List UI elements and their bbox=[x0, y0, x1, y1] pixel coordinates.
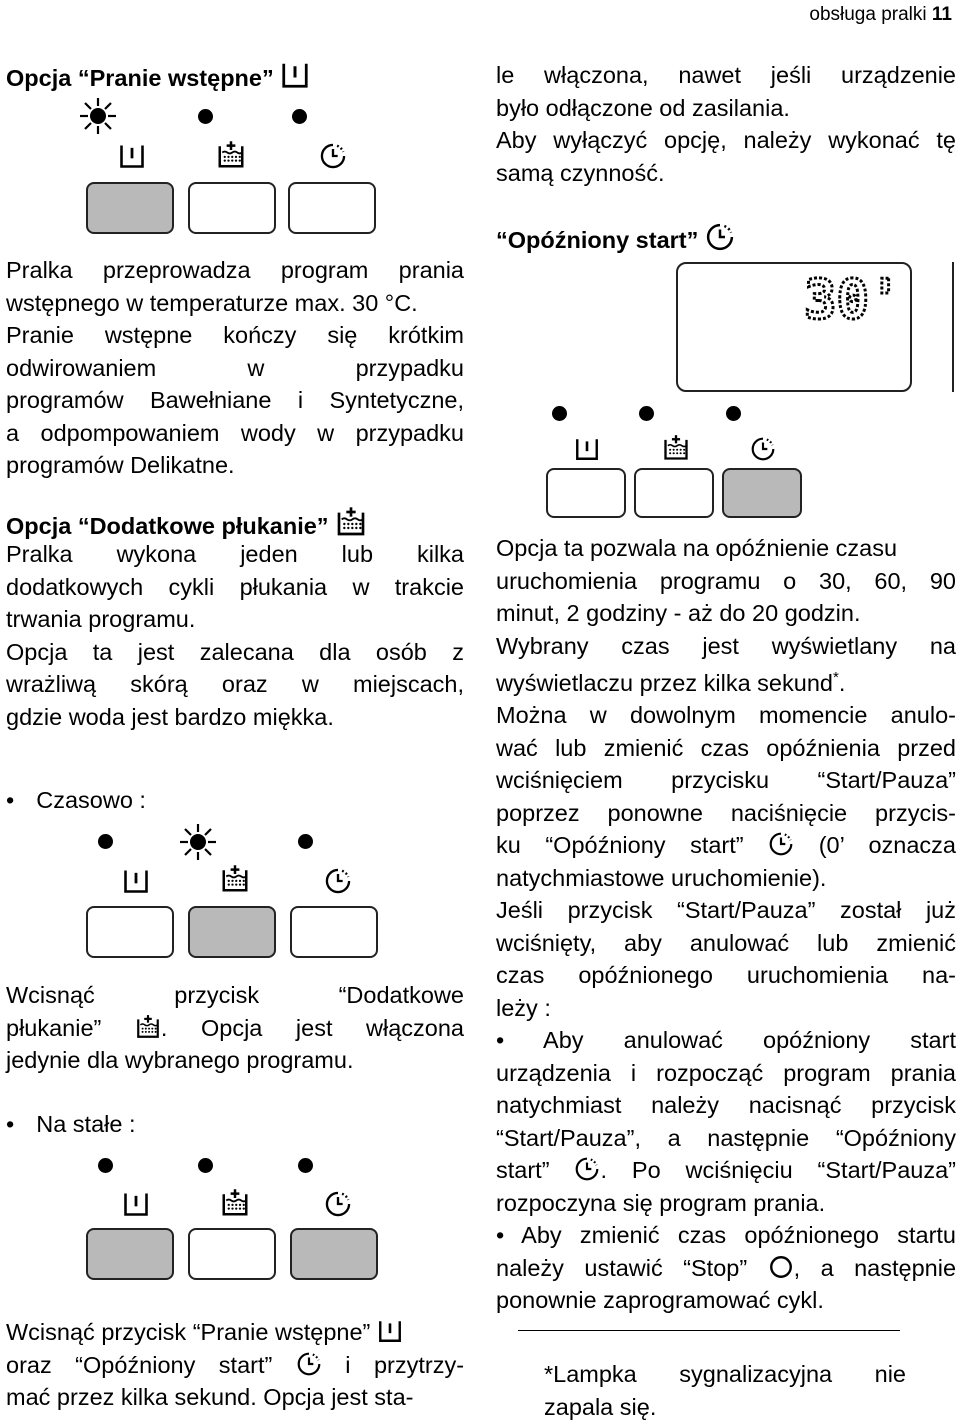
prewash-icon bbox=[574, 436, 600, 462]
delay-clock-icon bbox=[296, 1351, 322, 1377]
indicator-dot bbox=[198, 1158, 213, 1173]
delay-start-button[interactable] bbox=[290, 906, 378, 958]
page-header bbox=[809, 4, 952, 26]
prewash-button[interactable] bbox=[546, 468, 626, 518]
indicator-dot bbox=[726, 406, 741, 421]
extra-rinse-icon bbox=[135, 1014, 161, 1040]
indicator-dot bbox=[292, 109, 307, 124]
extra-rinse-icon bbox=[216, 140, 246, 170]
delay-heading: “Opóźniony start” bbox=[496, 222, 735, 256]
extra-rinse-button[interactable] bbox=[188, 906, 276, 958]
delay-clock-icon bbox=[768, 831, 794, 857]
prewash-icon bbox=[280, 60, 310, 90]
extra-rinse-button[interactable] bbox=[188, 1228, 276, 1280]
delay-clock-icon bbox=[324, 1190, 352, 1218]
extra-rinse-icon bbox=[220, 1188, 250, 1218]
indicator-dot bbox=[98, 1158, 113, 1173]
continued-text: le włączona, nawet jeśli urządzenie było odłączone od zasilania. Aby wyłączyć opcję, należy wykonać tę samą czynność. bbox=[496, 62, 956, 186]
delay-start-button[interactable] bbox=[288, 182, 376, 234]
svg-text:30': 30' bbox=[804, 272, 902, 328]
prewash-button[interactable] bbox=[86, 906, 174, 958]
prewash-button[interactable] bbox=[86, 182, 174, 234]
permanent-option-label: • Na stałe : bbox=[6, 1111, 136, 1137]
indicator-light-on-icon bbox=[178, 822, 218, 862]
prewash-icon bbox=[377, 1318, 403, 1344]
extra-rinse-icon bbox=[662, 434, 690, 462]
indicator-dot bbox=[298, 1158, 313, 1173]
extra-rinse-description: Pralka wykona jeden lub kilka dodatkowych cykli płukania w trakcie trwania programu. Opcja ta jest zalecana dla osób z wrażliwą skórą oraz w miejscach, gdzie woda jest bardzo miękka. bbox=[6, 541, 464, 730]
indicator-dot bbox=[98, 834, 113, 849]
prewash-icon bbox=[122, 867, 150, 895]
delay-start-button[interactable] bbox=[722, 468, 802, 518]
delay-clock-icon bbox=[324, 867, 352, 895]
delay-description: Opcja ta pozwala na opóźnienie czasu uruchomienia programu o 30, 60, 90 minut, 2 godziny - aż do 20 godzin. Wybrany czas jest wyświetlany na wyświetlaczu przez kilka sekund*. Można w dowolnym momencie anulo- wać lub zmienić czas opóźnienia przed wciśnięciem przycisku “Start/Pauza” poprzez ponowne naciśnięcie przycis- ku “Opóźniony start” (0’ oznacza natychmiastowe uruchomienie). Jeśli przycisk “Start/Pauza” został już wciśnięty, aby anulować lub zmienić czas opóźnionego uruchomienia na- leży : • Aby anulować opóźniony start urządzenia i rozpocząć program prania natychmiast należy nacisnąć przycisk “Start/Pauza”, a następnie “Opóźniony start” . Po wciśnięciu “Start/Pauza” rozpoczyna się program prania. • Aby zmienić czas opóźnionego startu należy ustawić “Stop” , a następnie ponownie zaprogramować cykl. bbox=[496, 535, 957, 1314]
display-readout bbox=[804, 272, 908, 328]
stop-circle-icon bbox=[768, 1254, 794, 1280]
delay-clock-icon bbox=[574, 1156, 600, 1182]
prewash-icon bbox=[122, 1190, 150, 1218]
indicator-dot bbox=[298, 834, 313, 849]
temporary-option-description: Wcisnąć przycisk “Dodatkowe płukanie” . Opcja jest włączona jedynie dla wybranego programu. bbox=[6, 982, 465, 1073]
indicator-light-on-icon bbox=[78, 96, 118, 136]
prewash-description: Pralka przeprowadza program prania wstępnego w temperaturze max. 30 °C. Pranie wstępne kończy się krótkim odwirowaniem w przypadku programów Bawełniane i Syntetyczne, a odpompowaniem wody w przypadku programów Delikatne. bbox=[6, 257, 464, 478]
prewash-button[interactable] bbox=[86, 1228, 174, 1280]
prewash-icon bbox=[118, 142, 146, 170]
temporary-option-label: • Czasowo : bbox=[6, 787, 146, 813]
extra-rinse-icon bbox=[335, 506, 367, 538]
delay-clock-icon bbox=[750, 436, 776, 462]
delay-clock-icon bbox=[319, 142, 347, 170]
footnote: *Lampka sygnalizacyjna nie zapala się. bbox=[544, 1361, 906, 1420]
indicator-dot bbox=[552, 406, 567, 421]
extra-rinse-icon bbox=[220, 864, 250, 894]
extra-rinse-button[interactable] bbox=[188, 182, 276, 234]
extra-rinse-button[interactable] bbox=[634, 468, 714, 518]
section-title: obsługa pralki bbox=[809, 4, 927, 25]
indicator-dot bbox=[198, 109, 213, 124]
indicator-dot bbox=[639, 406, 654, 421]
lcd-display bbox=[676, 262, 912, 392]
permanent-option-description: Wcisnąć przycisk “Pranie wstępne” oraz “Opóźniony start” i przytrzy- mać przez kilka sekund. Opcja jest sta- bbox=[6, 1319, 465, 1410]
panel-edge bbox=[952, 262, 958, 392]
page-number: 11 bbox=[931, 4, 952, 25]
delay-start-button[interactable] bbox=[290, 1228, 378, 1280]
prewash-heading: Opcja “Pranie wstępne” bbox=[6, 60, 310, 94]
delay-clock-icon bbox=[705, 222, 735, 252]
extra-rinse-heading: Opcja “Dodatkowe płukanie” bbox=[6, 506, 367, 542]
footnote-divider bbox=[518, 1330, 900, 1331]
